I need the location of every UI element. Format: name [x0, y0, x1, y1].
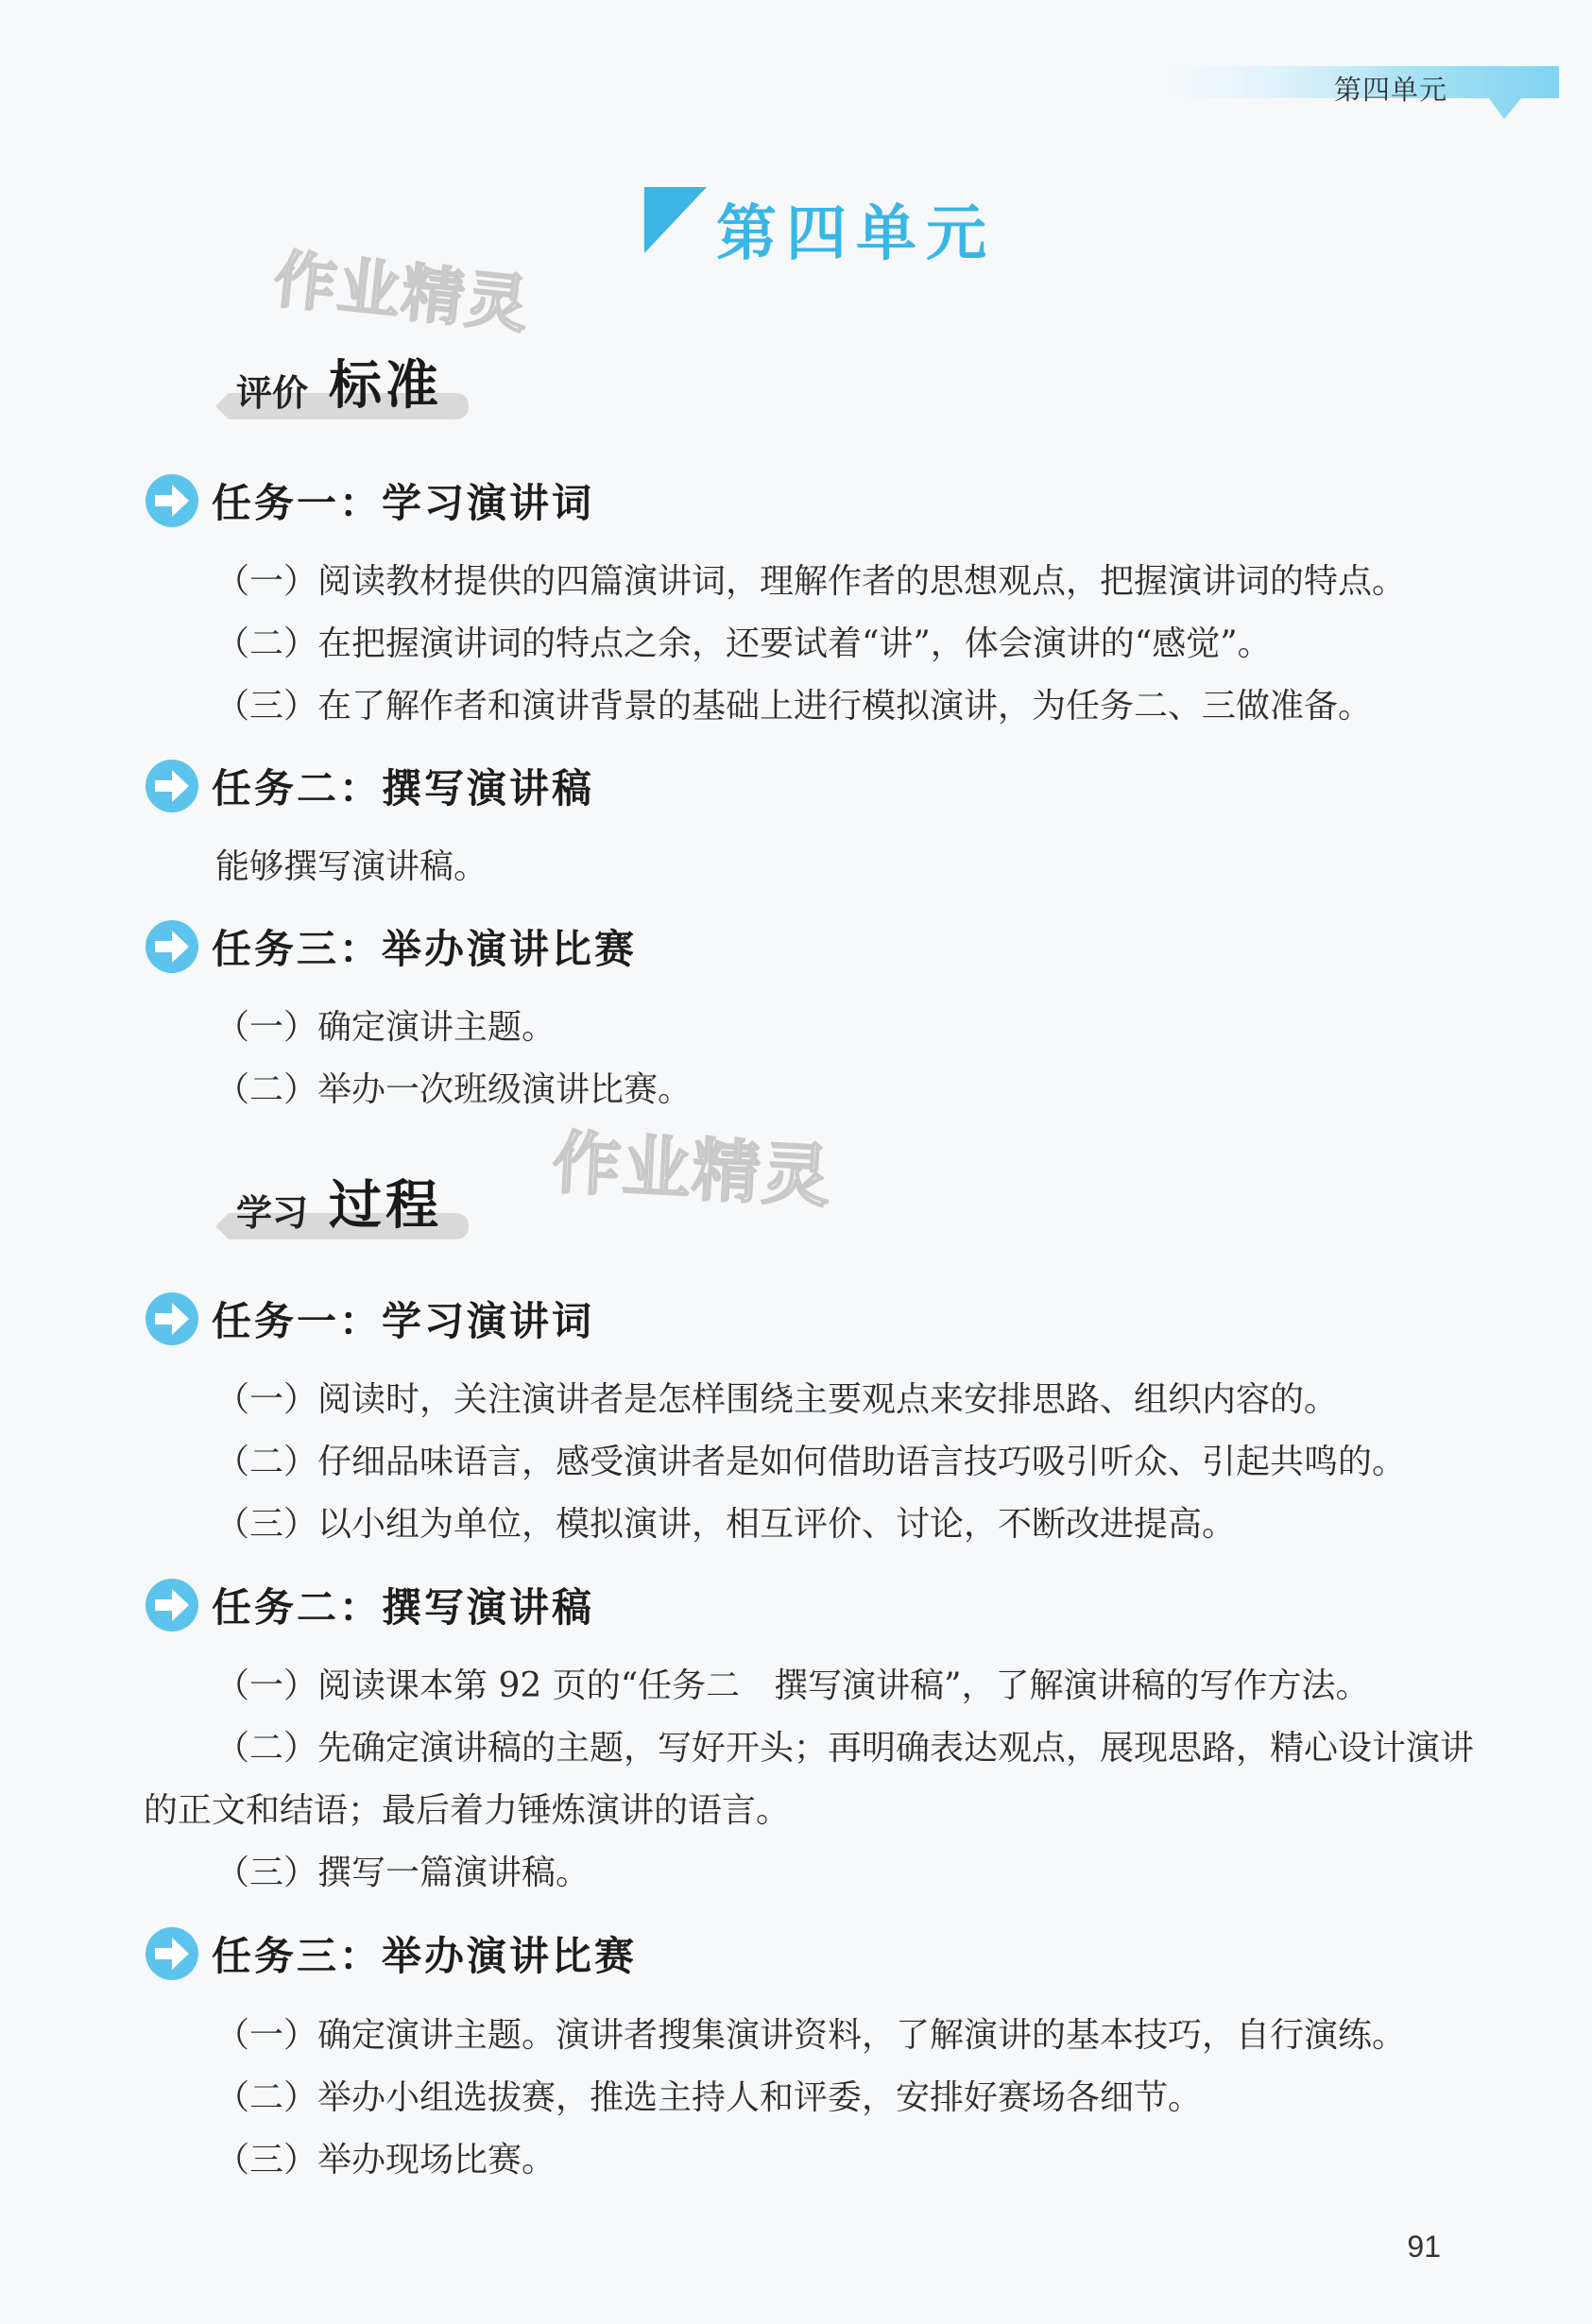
paragraph: 能够撰写演讲稿。: [215, 847, 488, 886]
section-title-big: 过程: [329, 1175, 442, 1237]
task-title: 任务二：撰写演讲稿: [212, 1584, 595, 1631]
unit-tab-label: 第四单元: [1333, 74, 1447, 106]
paragraph: （二）在把握演讲词的特点之余，还要试着“讲”，体会演讲的“感觉”。: [215, 624, 1272, 663]
watermark: 作业精灵: [270, 242, 534, 342]
page-number: 91: [1407, 2230, 1441, 2264]
paragraph: （一）阅读时，关注演讲者是怎样围绕主要观点来安排思路、组织内容的。: [215, 1380, 1339, 1419]
arrow-right-icon: [144, 472, 200, 529]
task-heading: [144, 1923, 637, 1984]
section-title-big: 标准: [329, 355, 442, 417]
paragraph: （三）举办现场比赛。: [215, 2141, 556, 2179]
task-title: 任务一：学习演讲词: [212, 480, 595, 526]
paragraph: （二）先确定演讲稿的主题，写好开头；再明确表达观点，展现思路，精心设计演讲的正文和结语；最后着力锤炼演讲的语言。: [144, 1729, 1475, 1830]
task-heading: [144, 470, 594, 531]
watermark: 作业精灵: [550, 1122, 834, 1217]
section-header-process: [215, 1171, 472, 1249]
paragraph: （二）举办一次班级演讲比赛。: [215, 1070, 693, 1109]
task-heading: [144, 1575, 594, 1635]
paragraph: （三）撰写一篇演讲稿。: [215, 1854, 591, 1892]
paragraph: （一）确定演讲主题。演讲者搜集演讲资料，了解演讲的基本技巧，自行演练。: [215, 2016, 1407, 2055]
task-heading: [144, 1289, 594, 1349]
arrow-right-icon: [144, 758, 200, 814]
task-heading: [144, 756, 594, 816]
paragraph: （一）确定演讲主题。: [215, 1008, 556, 1047]
task-title: 任务三：举办演讲比赛: [212, 926, 638, 972]
title-triangle-icon: [642, 185, 709, 265]
paragraph: （一）阅读教材提供的四篇演讲词，理解作者的思想观点，把握演讲词的特点。: [215, 562, 1407, 601]
unit-title: 第四单元: [716, 199, 996, 269]
paragraph: （三）以小组为单位，模拟演讲，相互评价、讨论，不断改进提高。: [215, 1505, 1237, 1544]
section-header-evaluation: [215, 351, 472, 429]
section-title-small: 评价: [236, 372, 309, 414]
section-title-small: 学习: [236, 1192, 309, 1234]
task-title: 任务三：举办演讲比赛: [212, 1933, 638, 1979]
paragraph: （一）阅读课本第 92 页的“任务二 撰写演讲稿”，了解演讲稿的写作方法。: [215, 1666, 1370, 1705]
task-heading: [144, 916, 637, 977]
arrow-right-icon: [144, 1577, 200, 1633]
paragraph: （二）仔细品味语言，感受演讲者是如何借助语言技巧吸引听众、引起共鸣的。: [215, 1443, 1407, 1481]
paragraph: （三）在了解作者和演讲背景的基础上进行模拟演讲，为任务二、三做准备。: [215, 687, 1373, 726]
paragraph: （二）举办小组选拔赛，推选主持人和评委，安排好赛场各细节。: [215, 2078, 1203, 2117]
task-title: 任务一：学习演讲词: [212, 1298, 595, 1344]
task-title: 任务二：撰写演讲稿: [212, 765, 595, 812]
arrow-right-icon: [144, 918, 200, 975]
arrow-right-icon: [144, 1290, 200, 1347]
arrow-right-icon: [144, 1925, 200, 1982]
unit-tab: [1172, 62, 1559, 115]
